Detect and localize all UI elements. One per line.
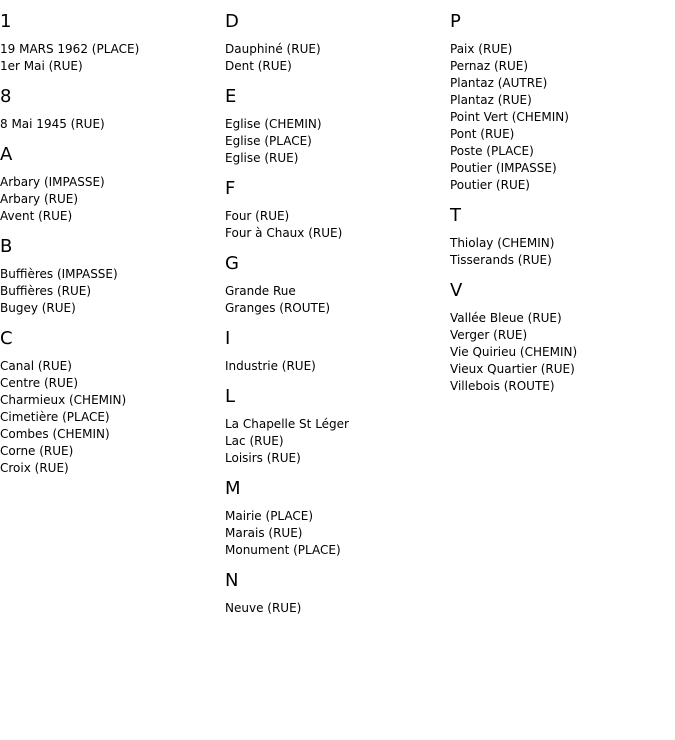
street-link[interactable]: Mairie (PLACE) xyxy=(225,509,314,523)
street-link[interactable]: Eglise (CHEMIN) xyxy=(225,117,322,131)
section-i xyxy=(225,328,450,375)
street-link[interactable]: Eglise (RUE) xyxy=(225,151,299,165)
section-letter: E xyxy=(225,86,237,107)
street-link[interactable]: Bugey (RUE) xyxy=(0,301,76,315)
street-index-column-2 xyxy=(225,0,450,617)
street-link[interactable]: Croix (RUE) xyxy=(0,461,69,475)
street-list xyxy=(0,174,225,225)
section-f xyxy=(225,178,450,242)
section-letter: A xyxy=(0,144,13,165)
street-link[interactable]: La Chapelle St Léger xyxy=(225,417,349,431)
section-letter: T xyxy=(450,205,461,226)
street-list xyxy=(450,235,675,269)
section-letter: D xyxy=(225,11,239,32)
street-link[interactable]: Villebois (ROUTE) xyxy=(450,379,555,393)
street-list xyxy=(0,358,225,477)
street-link[interactable]: Arbary (IMPASSE) xyxy=(0,175,105,189)
street-link[interactable]: 8 Mai 1945 (RUE) xyxy=(0,117,105,131)
street-link[interactable]: 19 MARS 1962 (PLACE) xyxy=(0,42,140,56)
section-letter: 1 xyxy=(0,11,12,32)
street-link[interactable]: Vie Quirieu (CHEMIN) xyxy=(450,345,578,359)
section-b xyxy=(0,236,225,317)
section-letter: N xyxy=(225,570,239,591)
section-d xyxy=(225,11,450,75)
street-link[interactable]: Pont (RUE) xyxy=(450,127,515,141)
street-link[interactable]: Cimetière (PLACE) xyxy=(0,410,110,424)
street-link[interactable]: Point Vert (CHEMIN) xyxy=(450,110,569,124)
street-list xyxy=(225,208,450,242)
section-letter: L xyxy=(225,386,236,407)
section-1 xyxy=(0,11,225,75)
section-l xyxy=(225,386,450,467)
street-link[interactable]: Neuve (RUE) xyxy=(225,601,302,615)
street-list xyxy=(450,310,675,395)
street-link[interactable]: Four (RUE) xyxy=(225,209,290,223)
street-list xyxy=(0,41,225,75)
section-letter: 8 xyxy=(0,86,12,107)
street-link[interactable]: Grande Rue xyxy=(225,284,296,298)
street-link[interactable]: Poste (PLACE) xyxy=(450,144,534,158)
street-link[interactable]: Four à Chaux (RUE) xyxy=(225,226,343,240)
street-link[interactable]: Charmieux (CHEMIN) xyxy=(0,393,127,407)
section-c xyxy=(0,328,225,477)
street-list xyxy=(225,416,450,467)
street-link[interactable]: Combes (CHEMIN) xyxy=(0,427,110,441)
street-link[interactable]: Monument (PLACE) xyxy=(225,543,341,557)
street-list xyxy=(225,508,450,559)
street-link[interactable]: Centre (RUE) xyxy=(0,376,79,390)
street-list xyxy=(225,358,450,375)
street-index-column-1 xyxy=(0,0,225,477)
street-list xyxy=(225,116,450,167)
street-list xyxy=(225,600,450,617)
section-p xyxy=(450,11,675,194)
street-link[interactable]: Canal (RUE) xyxy=(0,359,72,373)
street-link[interactable]: Avent (RUE) xyxy=(0,209,73,223)
street-link[interactable]: Poutier (RUE) xyxy=(450,178,530,192)
street-list xyxy=(0,266,225,317)
street-link[interactable]: Vieux Quartier (RUE) xyxy=(450,362,575,376)
street-link[interactable]: Arbary (RUE) xyxy=(0,192,79,206)
street-link[interactable]: Plantaz (RUE) xyxy=(450,93,532,107)
section-v xyxy=(450,280,675,395)
street-link[interactable]: Granges (ROUTE) xyxy=(225,301,331,315)
section-g xyxy=(225,253,450,317)
section-n xyxy=(225,570,450,617)
street-link[interactable]: Lac (RUE) xyxy=(225,434,284,448)
section-e xyxy=(225,86,450,167)
street-list xyxy=(225,283,450,317)
street-link[interactable]: Loisirs (RUE) xyxy=(225,451,301,465)
street-link[interactable]: Marais (RUE) xyxy=(225,526,303,540)
section-letter: V xyxy=(450,280,463,301)
street-link[interactable]: Dauphiné (RUE) xyxy=(225,42,321,56)
street-link[interactable]: Industrie (RUE) xyxy=(225,359,316,373)
section-8 xyxy=(0,86,225,133)
street-link[interactable]: Dent (RUE) xyxy=(225,59,292,73)
section-letter: M xyxy=(225,478,241,499)
section-a xyxy=(0,144,225,225)
street-link[interactable]: Pernaz (RUE) xyxy=(450,59,529,73)
section-letter: F xyxy=(225,178,236,199)
street-link[interactable]: Paix (RUE) xyxy=(450,42,513,56)
street-list xyxy=(450,41,675,194)
street-link[interactable]: Thiolay (CHEMIN) xyxy=(450,236,555,250)
street-list xyxy=(0,116,225,133)
section-letter: C xyxy=(0,328,13,349)
street-link[interactable]: Corne (RUE) xyxy=(0,444,74,458)
street-link[interactable]: Tisserands (RUE) xyxy=(450,253,552,267)
section-letter: G xyxy=(225,253,239,274)
street-list xyxy=(225,41,450,75)
section-letter: P xyxy=(450,11,461,32)
street-link[interactable]: 1er Mai (RUE) xyxy=(0,59,83,73)
street-link[interactable]: Buffières (IMPASSE) xyxy=(0,267,118,281)
section-letter: I xyxy=(225,328,231,349)
street-link[interactable]: Vallée Bleue (RUE) xyxy=(450,311,562,325)
street-link[interactable]: Eglise (PLACE) xyxy=(225,134,312,148)
street-link[interactable]: Verger (RUE) xyxy=(450,328,528,342)
section-t xyxy=(450,205,675,269)
street-link[interactable]: Plantaz (AUTRE) xyxy=(450,76,548,90)
section-letter: B xyxy=(0,236,13,257)
street-index-column-3 xyxy=(450,0,675,395)
street-link[interactable]: Poutier (IMPASSE) xyxy=(450,161,557,175)
street-link[interactable]: Buffières (RUE) xyxy=(0,284,92,298)
section-m xyxy=(225,478,450,559)
